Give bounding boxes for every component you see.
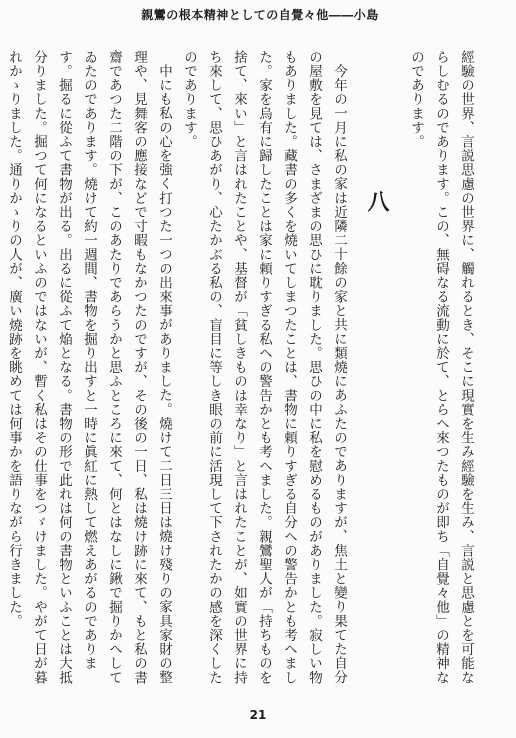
- paragraph: 中にも私の心を強く打つた一つの出來事がありました。燒けて二日三日は燒け殘りの家具家財の整理や、見舞客の應接などで寸暇もなかつたのですが、その後の一日、私は燒け跡に來て、もと私の書齋であつた二階の下が、このあたりであらうかと思ふところに來て、何とはなしに鍬で掘りかへしてゐたのであります。燒けて約一週間、書物を掘り出すと一時に眞紅に熱して燃えあがるのであります。掘るに從ふて書物が出る。出るに從ふて焔となる。書物の形で此れは何の書物といふことは大抵分りました。掘つて何になるといふのではないが、暫く私はその仕事をつゞけました。やがて日が暮れかゝりました。通りかゝりの人が、廣い燒跡を眺めては何事かを語りながら行きました。: [6, 50, 172, 685]
- body-text: [6, 50, 478, 690]
- section-heading: 八: [364, 190, 390, 213]
- paragraph: 經驗の世界、言説思慮の世界に、觸れるとき、そこに現實を生み經驗を生み、言説と思慮とを可能ならしむるのであります。この、無碍なる流動に於て、とらへ來つたものが即ち「自覺々他」の精神なのであります。: [408, 50, 474, 685]
- page-number: 21: [249, 708, 267, 722]
- paragraph: 今年の一月に私の家は近隣二十餘の家と共に類燒にあふたのでありますが、焦土と變り果てた自分の屋敷を見ては、さまざまの思ひに耽りました。思ひの中に私を慰めるものがありました。寂しい物もありました。藏書の多くを燒いてしまつたことは、書物に頼りすぎる自分への警告かとも考へました。家を烏有に歸したことは家に頼りすぎる私への警告かとも考へました。親鸞聖人が「持ちものを捨て、來い」と言はれたことや、基督が「貧しきものは幸なり」と言はれたことが、如實の世界に持ち來して、思ひあがり、心たかぶる私の、盲目に等しき眼の前に活現して下されたかの感を深くしたのであります。: [181, 50, 347, 685]
- running-head: 親鸞の根本精神としての自覺々他――小島: [141, 8, 379, 22]
